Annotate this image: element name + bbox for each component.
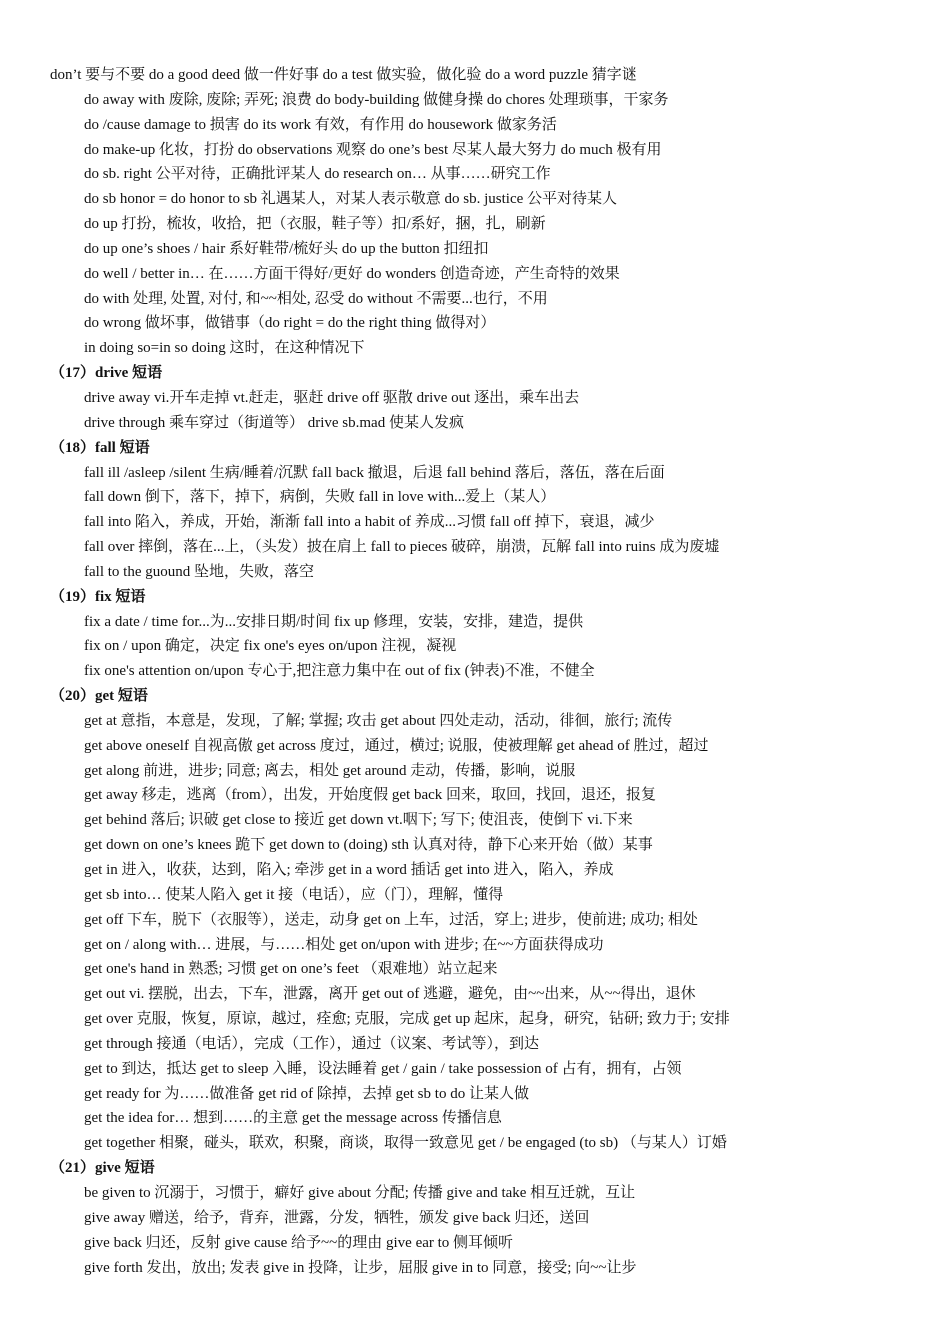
text-line: get ready for 为……做准备 get rid of 除掉，去掉 get sb to do 让某人做 bbox=[84, 1085, 529, 1102]
text-line: fix on / upon 确定，决定 fix one's eyes on/upon 注视，凝视 bbox=[84, 638, 457, 655]
text-line: get to 到达，抵达 get to sleep 入睡，设法睡着 get / gain / take possession of 占有，拥有，占领 bbox=[84, 1060, 682, 1077]
text-line: get in 进入，收获，达到，陷入; 牵涉 get in a word 插话 get into 进入，陷入，养成 bbox=[84, 862, 614, 878]
text-line: in doing so=in so doing 这时，在这种情况下 bbox=[84, 340, 365, 357]
section-heading: （17）drive 短语 bbox=[50, 365, 163, 382]
text-line: fix a date / time for...为...安排日期/时间 fix up 修理，安装，安排，建造，提供 bbox=[84, 613, 584, 630]
text-line: fall into 陷入，养成，开始，渐渐 fall into a habit of 养成...习惯 fall off 掉下，衰退，减少 bbox=[84, 514, 655, 531]
text-line: get the idea for… 想到……的主意 get the message across 传播信息 bbox=[84, 1110, 502, 1127]
text-line: do up 打扮，梳妆，收拾，把（衣服，鞋子等）扣/系好，捆，扎，刷新 bbox=[84, 216, 546, 233]
text-line: get at 意指，本意是，发现，了解; 掌握; 攻击 get about 四处走动，活动，徘徊，旅行; 流传 bbox=[84, 712, 673, 729]
text-line: do sb. right 公平对待，正确批评某人 do research on… 从事……研究工作 bbox=[84, 166, 551, 183]
text-line: do /cause damage to 损害 do its work 有效，有作用 do housework 做家务活 bbox=[84, 116, 557, 133]
text-line: fall ill /asleep /silent 生病/睡着/沉默 fall back 撤退，后退 fall behind 落后，落伍，落在后面 bbox=[84, 464, 665, 481]
text-line: get along 前进，进步; 同意; 离去，相处 get around 走动，传播，影响，说服 bbox=[84, 762, 576, 779]
text-line: get over 克服，恢复，原谅，越过，痊愈; 克服，完成 get up 起床，起身，研究，钻研; 致力于; 安排 bbox=[84, 1011, 730, 1028]
text-line: do with 处理, 处置, 对付, 和~~相处, 忍受 do without 不需要...也行，不用 bbox=[84, 290, 548, 307]
text-line: get down on one’s knees 跪下 get down to (doing) sth 认真对待，静下心来开始（做）某事 bbox=[84, 837, 653, 854]
text-line: fall over 摔倒，落在...上，（头发）披在肩上 fall to pieces 破碎，崩溃，瓦解 fall into ruins 成为废墟 bbox=[84, 539, 720, 556]
text-line: fall down 倒下，落下，掉下，病倒，失败 fall in love with...爱上（某人） bbox=[84, 489, 556, 506]
text-line: do make-up 化妆，打扮 do observations 观察 do one’s best 尽某人最大努力 do much 极有用 bbox=[84, 141, 662, 158]
text-line: do well / better in… 在……方面干得好/更好 do wonders 创造奇迹，产生奇特的效果 bbox=[84, 265, 620, 282]
text-line: do sb honor = do honor to sb 礼遇某人，对某人表示敬意 do sb. justice 公平对待某人 bbox=[84, 191, 618, 208]
text-line: give forth 发出，放出; 发表 give in 投降，让步，屈服 give in to 同意，接受; 向~~让步 bbox=[84, 1259, 637, 1276]
text-line: do wrong 做坏事，做错事（do right = do the right thing 做得对） bbox=[84, 315, 496, 332]
text-line: fix one's attention on/upon 专心于,把注意力集中在 out of fix (钟表)不准，不健全 bbox=[84, 663, 595, 680]
text-line: drive away vi.开车走掉 vt.赶走，驱赶 drive off 驱散 drive out 逐出，乘车出去 bbox=[84, 389, 580, 406]
section-heading: （18）fall 短语 bbox=[50, 439, 150, 456]
text-line: get sb into… 使某人陷入 get it 接（电话），应（门），理解，懂得 bbox=[84, 886, 504, 903]
text-line: give away 赠送，给予，背弃，泄露，分发，牺牲，颁发 give back 归还，送回 bbox=[84, 1209, 590, 1226]
section-heading: （21）give 短语 bbox=[50, 1160, 155, 1177]
text-line: get one's hand in 熟悉; 习惯 get on one’s feet （艰难地）站立起来 bbox=[84, 961, 498, 978]
section-heading: （19）fix 短语 bbox=[50, 588, 146, 605]
text-line: get out vi. 摆脱，出去，下车，泄露，离开 get out of 逃避，避免，由~~出来，从~~得出，退休 bbox=[84, 986, 696, 1003]
text-line: be given to 沉溺于，习惯于，癖好 give about 分配; 传播 give and take 相互迁就，互让 bbox=[84, 1184, 636, 1201]
text-line: get together 相聚，碰头，联欢，积聚，商谈，取得一致意见 get / be engaged (to sb) （与某人）订婚 bbox=[84, 1135, 727, 1152]
text-line: get through 接通（电话），完成（工作），通过（议案、考试等），到达 bbox=[84, 1035, 539, 1052]
document-page bbox=[0, 63, 950, 1280]
text-line: do up one’s shoes / hair 系好鞋带/梳好头 do up the button 扣纽扣 bbox=[84, 240, 489, 257]
text-line: get on / along with… 进展，与……相处 get on/upon with 进步; 在~~方面获得成功 bbox=[84, 936, 604, 953]
text-line: do away with 废除, 废除; 弄死; 浪费 do body-building 做健身操 do chores 处理琐事，干家务 bbox=[84, 91, 669, 108]
text-line: give back 归还，反射 give cause 给予~~的理由 give ear to 侧耳倾听 bbox=[84, 1234, 514, 1251]
text-line: get off 下车，脱下（衣服等），送走，动身 get on 上车，过活，穿上; 进步，使前进; 成功; 相处 bbox=[84, 911, 698, 928]
text-line: get above oneself 自视高傲 get across 度过，通过，横过; 说服，使被理解 get ahead of 胜过，超过 bbox=[84, 737, 709, 754]
text-line: drive through 乘车穿过（街道等） drive sb.mad 使某人发疯 bbox=[84, 414, 464, 431]
text-line: fall to the guound 坠地，失败，落空 bbox=[84, 563, 314, 580]
text-line: get away 移走，逃离（from），出发，开始度假 get back 回来，取回，找回，退还，报复 bbox=[84, 787, 657, 804]
text-line: don’t 要与不要 do a good deed 做一件好事 do a test 做实验，做化验 do a word puzzle 猜字谜 bbox=[50, 67, 637, 83]
text-line: get behind 落后; 识破 get close to 接近 get down vt.咽下; 写下; 使沮丧，使倒下 vi.下来 bbox=[84, 812, 633, 829]
section-heading: （20）get 短语 bbox=[50, 688, 148, 705]
